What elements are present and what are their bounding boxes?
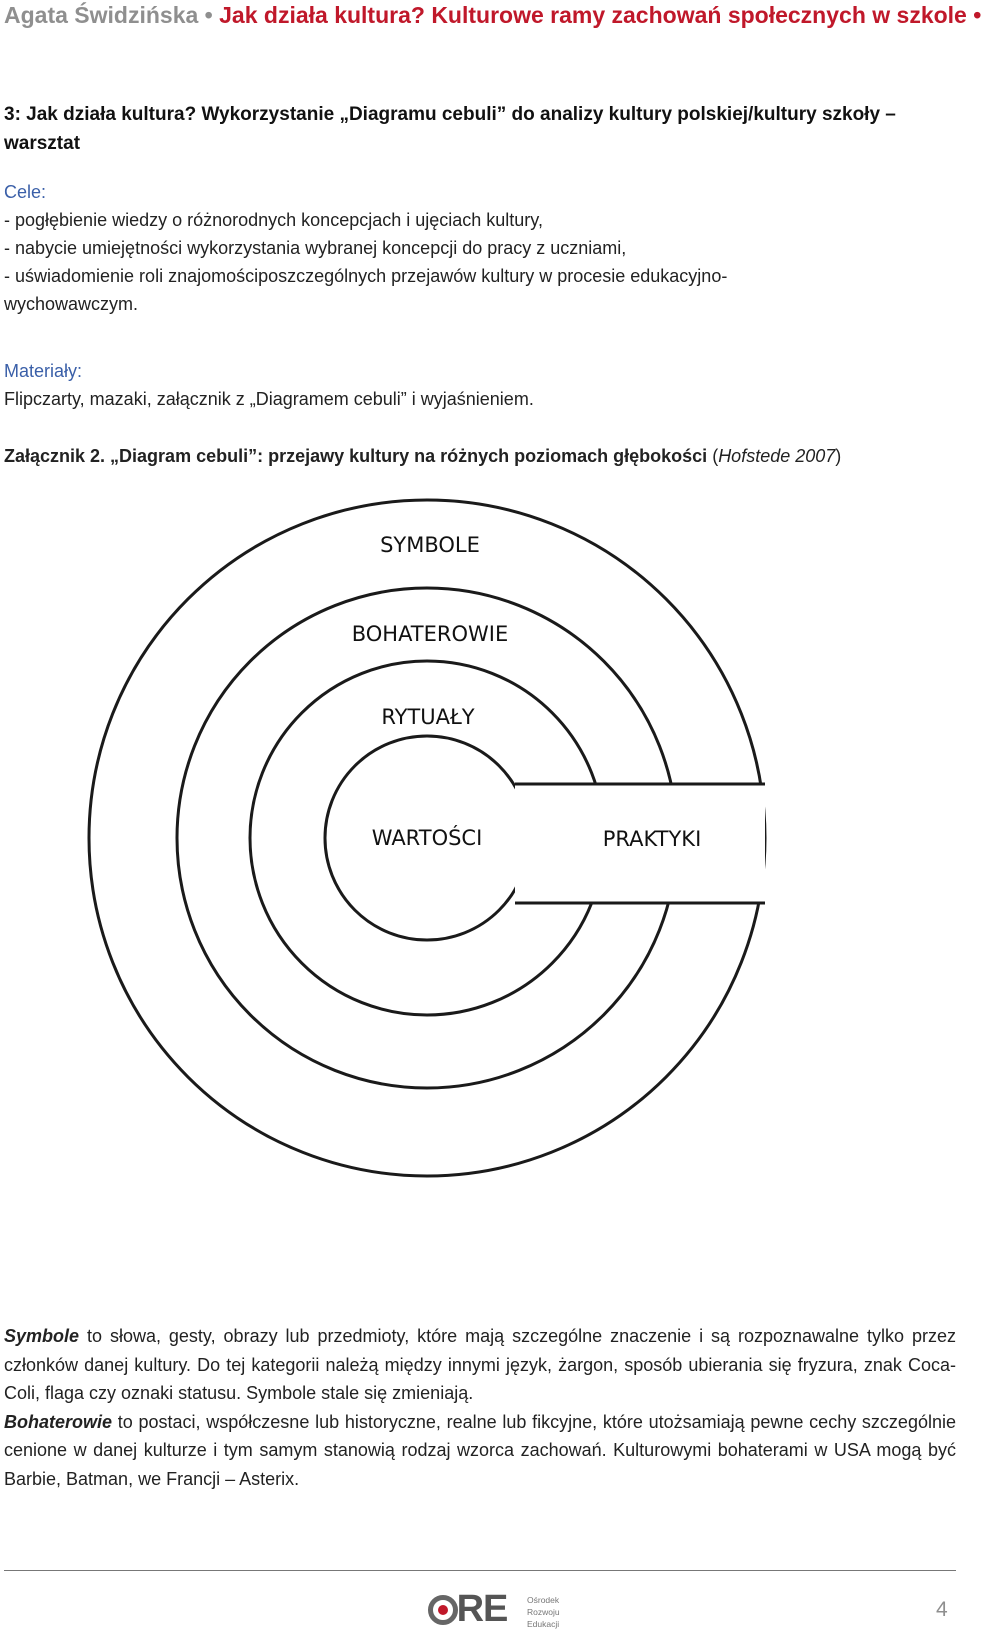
logo-org-name [527, 1594, 560, 1630]
goals-label: Cele: [4, 182, 47, 202]
onion-diagram [0, 495, 960, 1230]
annex-paren-close: ) [835, 446, 842, 466]
annex-citation: Hofstede 2007 [718, 446, 836, 466]
header-trailing-bullet: • [973, 2, 981, 28]
org-line: Rozwoju [527, 1607, 560, 1617]
logo-letters: RE [456, 1588, 508, 1630]
practices-label: PRAKTYKI [602, 827, 702, 851]
page-header [4, 0, 981, 34]
materials-label: Materiały: [4, 361, 83, 381]
page-number: 4 [936, 1598, 948, 1621]
layer-label-bohaterowie: BOHATEROWIE [351, 622, 509, 646]
definition-symbole: to słowa, gesty, obrazy lub przedmioty, które mają szczególne znaczenie i są rozpoznawalne tylko przez członków danej kultury. Do tej kategorii należą między innymi język, żargon, sposób ubierania się fryzura, znak Coca-Coli, flaga czy oznaki statusu. Symbole stale się zmieniają. [4, 1326, 956, 1403]
layer-label-wartosci: WARTOŚCI [371, 826, 483, 850]
annex-title: Załącznik 2. „Diagram cebuli”: przejawy kultury na różnych poziomach głębokości [4, 446, 708, 466]
goals-block [4, 178, 956, 318]
goal-item: - uświadomienie roli znajomościposzczególnych przejawów kultury w procesie edukacyjno- [4, 266, 728, 286]
annex-caption [4, 442, 956, 470]
header-title: Jak działa kultura? Kulturowe ramy zachowań społecznych w szkole [219, 2, 967, 28]
section-heading: 3: Jak działa kultura? Wykorzystanie „Diagramu cebuli” do analizy kultury polskiej/kultury szkoły – warsztat [4, 104, 896, 154]
layer-label-rytualy: RYTUAŁY [381, 705, 475, 729]
org-line: Edukacji [527, 1619, 560, 1629]
goal-item: - pogłębienie wiedzy o różnorodnych koncepcjach i ujęciach kultury, [4, 210, 543, 230]
description-block [4, 1322, 956, 1493]
header-author: Agata Świdzińska [4, 2, 199, 28]
goal-item: wychowawczym. [4, 294, 139, 314]
layer-label-symbole: SYMBOLE [380, 533, 480, 557]
definition-bohaterowie: to postaci, współczesne lub historyczne, realne lub fikcyjne, które utożsamiają pewne cechy szczególnie cenione w danej kulturze i tym samym stanowią rodzaj wzorca zachowań. Kulturowymi bohaterami w USA mogą być Barbie, Batman, we Francji – Asterix. [4, 1411, 956, 1489]
ore-logo [428, 1588, 588, 1632]
goal-item: - nabycie umiejętności wykorzystania wybranej koncepcji do pracy z uczniami, [4, 238, 627, 258]
description-paragraph [4, 1408, 956, 1494]
footer-divider [4, 1570, 956, 1571]
term-symbole: Symbole [4, 1326, 80, 1346]
annex-paren-open: ( [707, 446, 719, 466]
term-bohaterowie: Bohaterowie [4, 1411, 113, 1432]
header-separator: • [204, 2, 213, 28]
description-paragraph [4, 1322, 956, 1408]
org-line: Ośrodek [527, 1595, 560, 1605]
materials-text: Flipczarty, mazaki, załącznik z „Diagramem cebuli” i wyjaśnieniem. [4, 389, 534, 409]
materials-block [4, 357, 956, 413]
